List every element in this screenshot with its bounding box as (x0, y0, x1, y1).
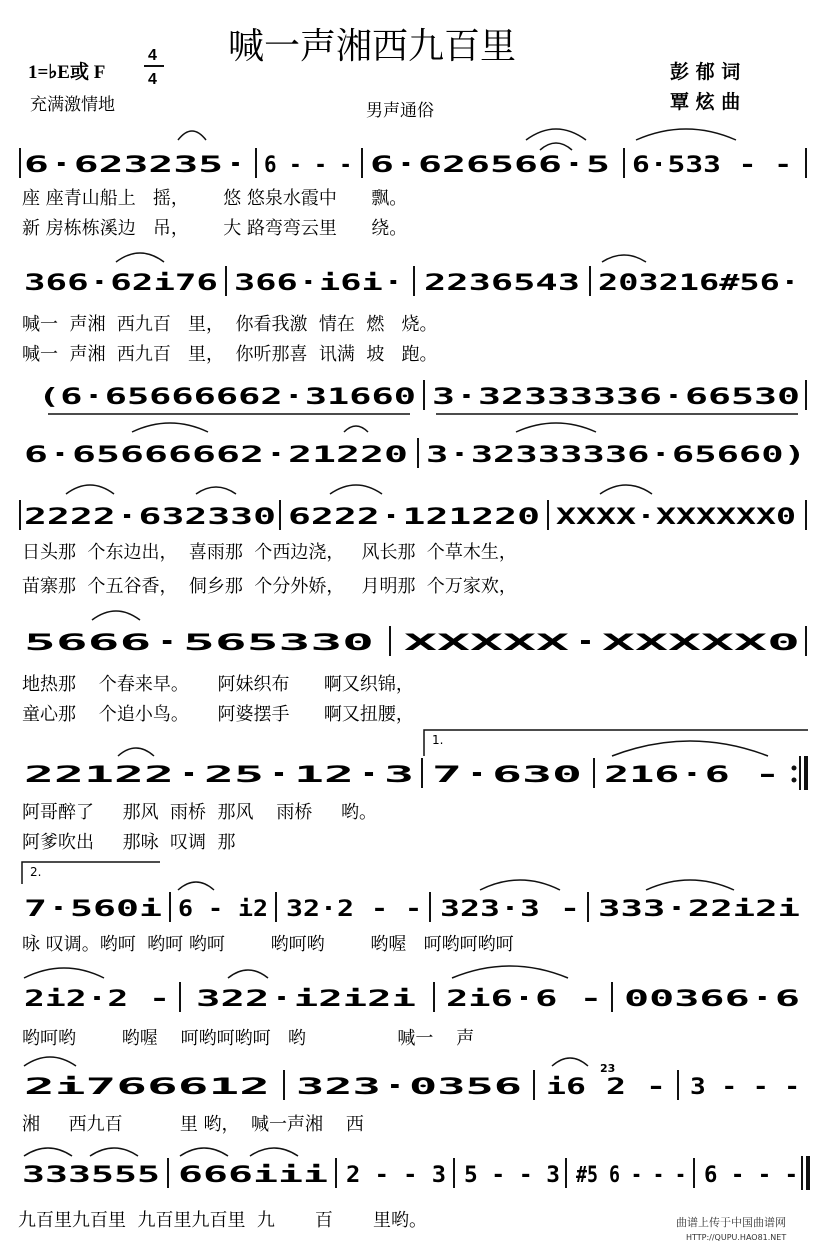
time-signature-bottom: 4 (148, 71, 157, 88)
triplet-bracket (90, 1148, 138, 1156)
measure: 366·62i76 (24, 271, 218, 296)
measure: 6 - - - (704, 1163, 798, 1188)
measure: (6·65666662·31660 (38, 385, 416, 410)
measure: XXXX·XXXXXX0 (556, 505, 796, 530)
slur (66, 485, 114, 494)
grace-note: 23 (600, 1062, 616, 1075)
slur (178, 882, 214, 890)
slur (516, 423, 596, 432)
measure: 203216#56· (598, 271, 800, 296)
measure: 2i766612 (24, 1075, 270, 1100)
measure: 2i6·6 - (446, 987, 602, 1012)
measure: 22122·25·12·3 (24, 763, 414, 788)
measure: 333·22i2i (598, 897, 800, 922)
measure: 6222·121220 (288, 505, 540, 530)
lyric-line: 九百里九百里 九百里九百里 九 百 里哟。 (18, 1210, 427, 1231)
slur (602, 255, 646, 262)
measure: XXXXX·XXXXX0 (404, 631, 800, 656)
measure: i6 2 - (546, 1075, 666, 1100)
slur (636, 129, 736, 140)
measure: 2 - - 3 (346, 1163, 446, 1188)
lyric-line: 座 座青山船上 摇， 悠 悠泉水霞中 飘。 (22, 188, 408, 209)
measure: 2222·632330 (24, 505, 276, 530)
system-5 (20, 485, 806, 597)
measure: 366·i6i· (234, 271, 404, 296)
system-1 (20, 129, 806, 239)
lyric-line: 地热那 个春来早。 阿妹织布 啊又织锦， (22, 674, 414, 695)
composer-credit: 覃 炫 曲 (670, 91, 741, 113)
page-title: 喊一声湘西九百里 (228, 26, 517, 67)
slur (132, 423, 208, 432)
triplet-bracket (24, 1148, 72, 1156)
slur (526, 129, 586, 140)
slur (228, 970, 268, 978)
measure: 333555 (22, 1163, 160, 1188)
lyric-line: 苗寨那 个五谷香， 侗乡那 个分外娇， 月明那 个万家欢， (22, 576, 517, 597)
volta-bracket (424, 730, 808, 756)
repeat-dot (792, 778, 797, 783)
slur (118, 748, 154, 756)
measure: 6 - i2 (178, 897, 268, 922)
measure: 7·560i (24, 897, 162, 922)
slur (612, 741, 768, 756)
system-3 (38, 380, 806, 414)
slur (344, 426, 368, 432)
system-4 (24, 423, 806, 468)
key-signature: 1=♭E或 F (28, 62, 106, 83)
measure: 6 - - - (264, 153, 352, 178)
lyric-line: 阿哥醉了 那风 雨桥 那风 雨桥 哟。 (22, 802, 377, 823)
measure: 7·630 (432, 763, 582, 788)
lyric-line: 咏 叹调。哟呵 哟呵 哟呵 哟呵哟 哟喔 呵哟呵哟呵 (22, 934, 514, 955)
lyric-line: 童心那 个追小鸟。 阿婆摆手 啊又扭腰， (22, 704, 414, 725)
measure: 2i2·2 - (24, 987, 170, 1012)
tempo-marking: 充满激情地 (30, 95, 115, 115)
measure: 5 - - 3 (464, 1163, 560, 1188)
system-8 (22, 862, 800, 955)
lyricist-credit: 彭 郁 词 (670, 61, 741, 83)
lyric-line: 喊一 声湘 西九百 里， 你听那喜 讯满 坡 跑。 (22, 344, 438, 365)
measure: #5 6 - - - (576, 1163, 686, 1188)
slur (540, 143, 572, 150)
measure: 6·623235· (24, 153, 248, 178)
measure: 3·32333336·65660) (426, 443, 806, 468)
measure: 6·65666662·21220 (24, 443, 408, 468)
slur (330, 485, 382, 494)
voice-type: 男声通俗 (366, 101, 434, 121)
slur (600, 485, 652, 494)
slur (646, 880, 734, 890)
volta-label: 1. (432, 733, 444, 747)
lyric-line: 哟呵哟 哟喔 呵哟呵哟呵 哟 喊一 声 (22, 1028, 475, 1049)
watermark-line-2: HTTP://QUPU.HAO81.NET (686, 1233, 787, 1242)
slur (196, 487, 236, 494)
volta-bracket (22, 862, 160, 884)
slur (116, 253, 164, 262)
system-6 (22, 611, 806, 725)
slur (92, 611, 140, 620)
time-signature-top: 4 (148, 47, 157, 64)
triplet-bracket (250, 1148, 298, 1156)
system-10 (22, 1057, 800, 1135)
system-9 (22, 966, 800, 1049)
repeat-dot (792, 766, 797, 771)
measure: 32·2 - - (286, 897, 422, 922)
measure: 2236543 (424, 271, 580, 296)
measure: 5666·565330 (24, 631, 374, 656)
measure: 3 - - - (690, 1075, 800, 1100)
measure: 00366·6 (624, 987, 800, 1012)
lyric-line: 喊一 声湘 西九百 里， 你看我激 情在 燃 烧。 (22, 314, 438, 335)
measure: 323·3 - (440, 897, 580, 922)
measure: 322·i2i2i (196, 987, 416, 1012)
measure: 323·0356 (296, 1075, 522, 1100)
system-2 (22, 253, 800, 365)
slur (552, 1058, 588, 1066)
lyric-line: 湘 西九百 里 哟， 喊一声湘 西 (22, 1114, 364, 1135)
watermark-line-1: 曲谱上传于中国曲谱网 (676, 1216, 786, 1229)
slur (452, 966, 568, 978)
lyric-line: 阿爹吹出 那咏 叹调 那 (22, 832, 236, 853)
measure: 666iii (178, 1163, 328, 1188)
measure: 216·6 - (604, 763, 780, 788)
measure: 3·32333336·66530 (432, 385, 800, 410)
slur (480, 880, 560, 890)
measure: 6·626566·5 (370, 153, 610, 178)
measure: 6·533 - - (632, 153, 792, 178)
slur (178, 131, 206, 140)
slur (24, 1057, 76, 1066)
lyric-line: 新 房栋栋溪边 吊， 大 路弯弯云里 绕。 (22, 218, 408, 239)
triplet-bracket (180, 1148, 228, 1156)
system-7 (22, 730, 808, 853)
slur (24, 968, 104, 978)
lyric-line: 日头那 个东边出， 喜雨那 个西边浇， 风长那 个草木生， (22, 542, 517, 563)
volta-label: 2. (30, 865, 42, 879)
